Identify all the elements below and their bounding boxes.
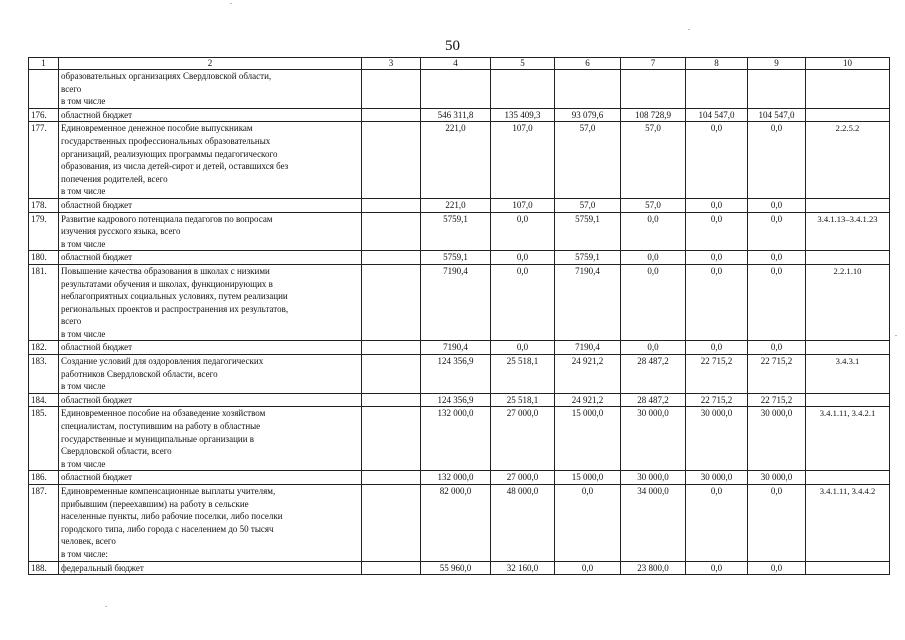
row-description — [59, 561, 362, 575]
amount-cell: 0,0 — [748, 198, 806, 212]
amount-cell: 0,0 — [686, 251, 748, 265]
amount-cell — [362, 122, 421, 199]
amount-cell: 0,0 — [686, 485, 748, 562]
amount-cell: 30 000,0 — [621, 471, 686, 485]
amount-cell: 0,0 — [686, 212, 748, 251]
amount-cell: 5759,1 — [421, 251, 491, 265]
amount-cell — [362, 485, 421, 562]
amount-cell: 104 547,0 — [686, 108, 748, 122]
amount-cell — [362, 212, 421, 251]
description-line: городского типа, либо города с населением до 50 тысяч — [61, 523, 274, 534]
table-row — [29, 407, 890, 471]
amount-cell: 57,0 — [621, 198, 686, 212]
amount-cell — [362, 355, 421, 394]
row-number: 180. — [29, 251, 59, 265]
description-line: изучения русского языка, всего — [61, 226, 181, 237]
amount-cell: 5759,1 — [421, 212, 491, 251]
amount-cell: 27 000,0 — [491, 471, 555, 485]
amount-cell: 7190,4 — [421, 264, 491, 341]
row-number: 188. — [29, 561, 59, 575]
amount-cell: 221,0 — [421, 198, 491, 212]
amount-cell: 132 000,0 — [421, 407, 491, 471]
amount-cell: 82 000,0 — [421, 485, 491, 562]
amount-cell: 0,0 — [621, 212, 686, 251]
amount-cell: 25 518,1 — [491, 355, 555, 394]
column-header: 10 — [806, 58, 890, 70]
description-line: Единовременное пособие на обзаведение хозяйством — [61, 408, 266, 419]
amount-cell: 0,0 — [686, 122, 748, 199]
row-number — [29, 70, 59, 109]
column-header: 9 — [748, 58, 806, 70]
table-row — [29, 212, 890, 251]
description-line: организаций, реализующих программы педагогического — [61, 148, 278, 159]
description-line: Развитие кадрового потенциала педагогов по вопросам — [61, 213, 273, 224]
description-line: Повышение качества образования в школах с низкими — [61, 265, 270, 276]
amount-cell: 107,0 — [491, 198, 555, 212]
amount-cell: 0,0 — [621, 341, 686, 355]
amount-cell: 24 921,2 — [555, 393, 621, 407]
table-row — [29, 264, 890, 341]
description-line: образования, из числа детей-сирот и детей, оставшихся без — [61, 161, 289, 172]
amount-cell: 22 715,2 — [686, 355, 748, 394]
row-number: 178. — [29, 198, 59, 212]
amount-cell: 48 000,0 — [491, 485, 555, 562]
description-line: в том числе — [61, 96, 106, 107]
amount-cell: 30 000,0 — [748, 471, 806, 485]
column-header-row — [29, 58, 890, 70]
amount-cell: 57,0 — [621, 122, 686, 199]
table-row — [29, 108, 890, 122]
amount-cell: 57,0 — [555, 198, 621, 212]
amount-cell: 22 715,2 — [686, 393, 748, 407]
amount-cell: 5759,1 — [555, 212, 621, 251]
amount-cell: 0,0 — [491, 341, 555, 355]
scan-speck — [230, 3, 232, 4]
amount-cell — [748, 70, 806, 109]
target-code: 2.2.5.2 — [806, 122, 890, 199]
target-code — [806, 198, 890, 212]
amount-cell: 546 311,8 — [421, 108, 491, 122]
amount-cell: 124 356,9 — [421, 393, 491, 407]
table-row — [29, 471, 890, 485]
description-line: в том числе — [61, 186, 106, 197]
row-number: 187. — [29, 485, 59, 562]
row-description — [59, 212, 362, 251]
description-line: в том числе — [61, 328, 106, 339]
amount-cell: 24 921,2 — [555, 355, 621, 394]
row-description — [59, 471, 362, 485]
description-line: Единовременное денежное пособие выпускникам — [61, 123, 253, 134]
amount-cell — [362, 70, 421, 109]
amount-cell: 34 000,0 — [621, 485, 686, 562]
amount-cell — [421, 70, 491, 109]
amount-cell — [362, 407, 421, 471]
description-line: Свердловской области, всего — [61, 446, 172, 457]
description-line: неблагоприятных социальных условиях, путем реализации — [61, 291, 288, 302]
column-header: 4 — [421, 58, 491, 70]
row-description — [59, 122, 362, 199]
amount-cell — [491, 70, 555, 109]
column-header: 7 — [621, 58, 686, 70]
amount-cell — [686, 70, 748, 109]
amount-cell: 5759,1 — [555, 251, 621, 265]
description-line: областной бюджет — [61, 472, 133, 483]
description-line: человек, всего — [61, 536, 116, 547]
row-number: 183. — [29, 355, 59, 394]
page-number: 50 — [445, 38, 460, 54]
row-number: 179. — [29, 212, 59, 251]
amount-cell: 0,0 — [555, 561, 621, 575]
column-header: 8 — [686, 58, 748, 70]
amount-cell — [362, 251, 421, 265]
amount-cell: 0,0 — [748, 561, 806, 575]
amount-cell: 15 000,0 — [555, 471, 621, 485]
column-header: 3 — [362, 58, 421, 70]
amount-cell: 22 715,2 — [748, 355, 806, 394]
table-row — [29, 561, 890, 575]
target-code — [806, 341, 890, 355]
amount-cell: 0,0 — [748, 212, 806, 251]
amount-cell: 221,0 — [421, 122, 491, 199]
target-code — [806, 393, 890, 407]
column-header: 2 — [59, 58, 362, 70]
row-number: 181. — [29, 264, 59, 341]
amount-cell — [806, 70, 890, 109]
target-code: 3.4.1.11, 3.4.4.2 — [806, 485, 890, 562]
column-header: 6 — [555, 58, 621, 70]
description-line: в том числе — [61, 238, 106, 249]
row-description — [59, 485, 362, 562]
amount-cell: 30 000,0 — [621, 407, 686, 471]
description-line: образовательных организациях Свердловской области, — [61, 71, 272, 81]
target-code — [806, 251, 890, 265]
amount-cell: 30 000,0 — [686, 471, 748, 485]
row-description — [59, 70, 362, 109]
amount-cell: 0,0 — [748, 251, 806, 265]
amount-cell: 0,0 — [748, 264, 806, 341]
row-description — [59, 341, 362, 355]
description-line: федеральный бюджет — [61, 562, 144, 573]
description-line: в том числе: — [61, 548, 108, 559]
description-line: в том числе — [61, 458, 106, 469]
target-code — [806, 471, 890, 485]
row-description — [59, 251, 362, 265]
row-description — [59, 108, 362, 122]
row-number: 182. — [29, 341, 59, 355]
amount-cell: 55 960,0 — [421, 561, 491, 575]
amount-cell: 0,0 — [621, 251, 686, 265]
target-code: 3.4.1.13–3.4.1.23 — [806, 212, 890, 251]
description-line: всего — [61, 316, 82, 327]
row-number: 177. — [29, 122, 59, 199]
amount-cell: 25 518,1 — [491, 393, 555, 407]
row-number: 186. — [29, 471, 59, 485]
table-row — [29, 70, 890, 109]
amount-cell: 0,0 — [686, 341, 748, 355]
amount-cell: 0,0 — [748, 122, 806, 199]
amount-cell: 108 728,9 — [621, 108, 686, 122]
description-line: Единовременные компенсационные выплаты учителям, — [61, 486, 276, 496]
amount-cell: 7190,4 — [555, 341, 621, 355]
row-description — [59, 393, 362, 407]
scan-speck — [688, 29, 690, 30]
description-line: работников Свердловской области, всего — [61, 368, 218, 379]
amount-cell: 7190,4 — [555, 264, 621, 341]
table-row — [29, 251, 890, 265]
amount-cell: 0,0 — [686, 198, 748, 212]
amount-cell: 124 356,9 — [421, 355, 491, 394]
row-description — [59, 407, 362, 471]
amount-cell: 32 160,0 — [491, 561, 555, 575]
description-line: в том числе — [61, 381, 106, 392]
amount-cell: 107,0 — [491, 122, 555, 199]
target-code — [806, 108, 890, 122]
column-header: 1 — [29, 58, 59, 70]
row-number: 176. — [29, 108, 59, 122]
amount-cell: 0,0 — [748, 341, 806, 355]
amount-cell: 15 000,0 — [555, 407, 621, 471]
description-line: результатами обучения и школах, функционирующих в — [61, 278, 273, 289]
description-line: специалистам, поступившим на работу в областные — [61, 421, 261, 432]
description-line: государственных профессиональных образовательных — [61, 135, 271, 146]
amount-cell: 132 000,0 — [421, 471, 491, 485]
amount-cell — [362, 264, 421, 341]
amount-cell — [362, 198, 421, 212]
budget-table — [28, 57, 890, 575]
amount-cell: 57,0 — [555, 122, 621, 199]
target-code — [806, 561, 890, 575]
table-row — [29, 198, 890, 212]
amount-cell: 22 715,2 — [748, 393, 806, 407]
description-line: областной бюджет — [61, 394, 133, 405]
description-line: населенные пункты, либо рабочие поселки, либо поселки — [61, 511, 283, 522]
table-row — [29, 122, 890, 199]
amount-cell — [621, 70, 686, 109]
description-line: попечения родителей, всего — [61, 173, 168, 184]
table-row — [29, 341, 890, 355]
target-code: 3.4.3.1 — [806, 355, 890, 394]
table-row — [29, 485, 890, 562]
amount-cell: 0,0 — [621, 264, 686, 341]
table-row — [29, 393, 890, 407]
amount-cell: 27 000,0 — [491, 407, 555, 471]
amount-cell: 0,0 — [491, 212, 555, 251]
description-line: областной бюджет — [61, 252, 133, 263]
amount-cell — [555, 70, 621, 109]
amount-cell — [362, 471, 421, 485]
amount-cell — [362, 393, 421, 407]
target-code: 2.2.1.10 — [806, 264, 890, 341]
amount-cell: 104 547,0 — [748, 108, 806, 122]
amount-cell — [362, 561, 421, 575]
column-header: 5 — [491, 58, 555, 70]
amount-cell: 30 000,0 — [748, 407, 806, 471]
amount-cell: 30 000,0 — [686, 407, 748, 471]
row-description — [59, 198, 362, 212]
description-line: всего — [61, 83, 82, 94]
table-row — [29, 355, 890, 394]
description-line: областной бюджет — [61, 109, 133, 120]
amount-cell — [362, 108, 421, 122]
amount-cell: 0,0 — [686, 561, 748, 575]
amount-cell: 93 079,6 — [555, 108, 621, 122]
amount-cell: 0,0 — [491, 264, 555, 341]
scan-speck — [105, 606, 107, 607]
description-line: государственные и муниципальные организации в — [61, 433, 255, 444]
row-description — [59, 355, 362, 394]
target-code: 3.4.1.11, 3.4.2.1 — [806, 407, 890, 471]
row-number: 185. — [29, 407, 59, 471]
row-number: 184. — [29, 393, 59, 407]
amount-cell: 28 487,2 — [621, 355, 686, 394]
scan-speck — [895, 335, 897, 336]
amount-cell: 23 800,0 — [621, 561, 686, 575]
amount-cell: 0,0 — [555, 485, 621, 562]
description-line: региональных проектов и распространения их результатов, — [61, 303, 289, 314]
amount-cell: 0,0 — [491, 251, 555, 265]
amount-cell — [362, 341, 421, 355]
row-description — [59, 264, 362, 341]
amount-cell: 135 409,3 — [491, 108, 555, 122]
description-line: областной бюджет — [61, 342, 133, 353]
description-line: прибывшим (переехавшим) на работу в сельские — [61, 498, 249, 509]
amount-cell: 0,0 — [748, 485, 806, 562]
amount-cell: 28 487,2 — [621, 393, 686, 407]
description-line: Создание условий для оздоровления педагогических — [61, 356, 264, 367]
amount-cell: 7190,4 — [421, 341, 491, 355]
amount-cell: 0,0 — [686, 264, 748, 341]
description-line: областной бюджет — [61, 199, 133, 210]
